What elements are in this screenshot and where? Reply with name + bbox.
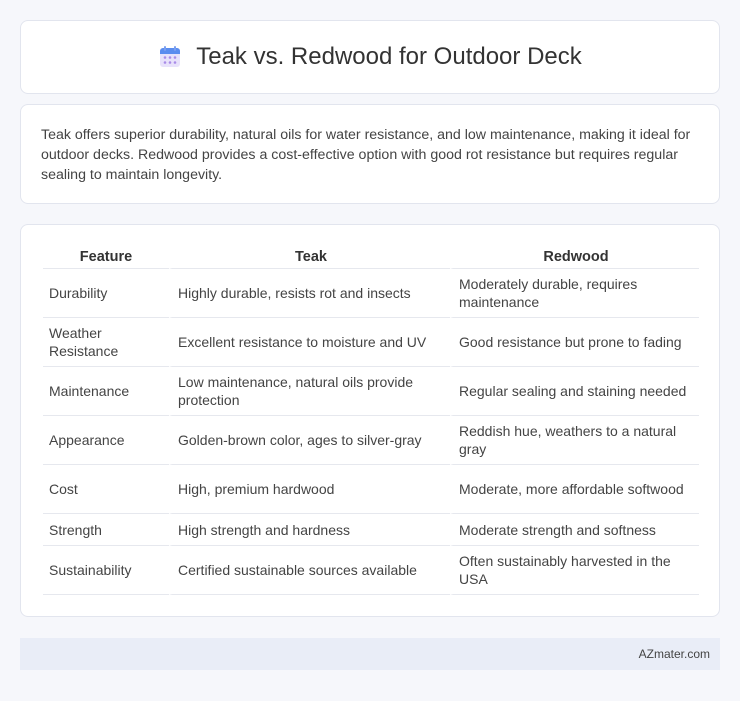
redwood-cell: Often sustainably harvested in the USA xyxy=(450,546,699,595)
table-row xyxy=(43,514,699,546)
table-header-row xyxy=(43,247,699,269)
calendar-icon xyxy=(158,45,182,69)
title-card xyxy=(20,20,720,94)
teak-cell: Excellent resistance to moisture and UV xyxy=(169,318,450,367)
redwood-cell: Moderate, more affordable softwood xyxy=(450,465,699,514)
teak-cell: High, premium hardwood xyxy=(169,465,450,514)
intro-card xyxy=(20,104,720,204)
footer-site-name: AZmater.com xyxy=(638,647,710,661)
table-row xyxy=(43,269,699,318)
teak-cell: Highly durable, resists rot and insects xyxy=(169,269,450,318)
feature-cell: Weather Resistance xyxy=(43,318,169,367)
feature-cell: Maintenance xyxy=(43,367,169,416)
table-row xyxy=(43,367,699,416)
comparison-table xyxy=(43,247,699,595)
title-wrap xyxy=(158,43,582,71)
teak-cell: Certified sustainable sources available xyxy=(169,546,450,595)
header-feature: Feature xyxy=(43,247,169,269)
page-title: Teak vs. Redwood for Outdoor Deck xyxy=(196,43,582,70)
feature-cell: Durability xyxy=(43,269,169,318)
table-row xyxy=(43,416,699,465)
redwood-cell: Moderate strength and softness xyxy=(450,514,699,546)
footer-bar xyxy=(20,638,720,670)
intro-text: Teak offers superior durability, natural oils for water resistance, and low maintenance, making it ideal for outdoor decks. Redwood provides a cost-effective option with good rot resistance but requires regular sealing to maintain longevity. xyxy=(41,127,691,183)
table-row xyxy=(43,465,699,514)
teak-cell: Low maintenance, natural oils provide protection xyxy=(169,367,450,416)
redwood-cell: Reddish hue, weathers to a natural gray xyxy=(450,416,699,465)
redwood-cell: Good resistance but prone to fading xyxy=(450,318,699,367)
feature-cell: Strength xyxy=(43,514,169,546)
header-teak: Teak xyxy=(169,247,450,269)
feature-cell: Cost xyxy=(43,465,169,514)
header-redwood: Redwood xyxy=(450,247,699,269)
redwood-cell: Regular sealing and staining needed xyxy=(450,367,699,416)
redwood-cell: Moderately durable, requires maintenance xyxy=(450,269,699,318)
table-row xyxy=(43,318,699,367)
feature-cell: Appearance xyxy=(43,416,169,465)
teak-cell: High strength and hardness xyxy=(169,514,450,546)
teak-cell: Golden-brown color, ages to silver-gray xyxy=(169,416,450,465)
comparison-card xyxy=(20,224,720,617)
feature-cell: Sustainability xyxy=(43,546,169,595)
table-row xyxy=(43,546,699,595)
